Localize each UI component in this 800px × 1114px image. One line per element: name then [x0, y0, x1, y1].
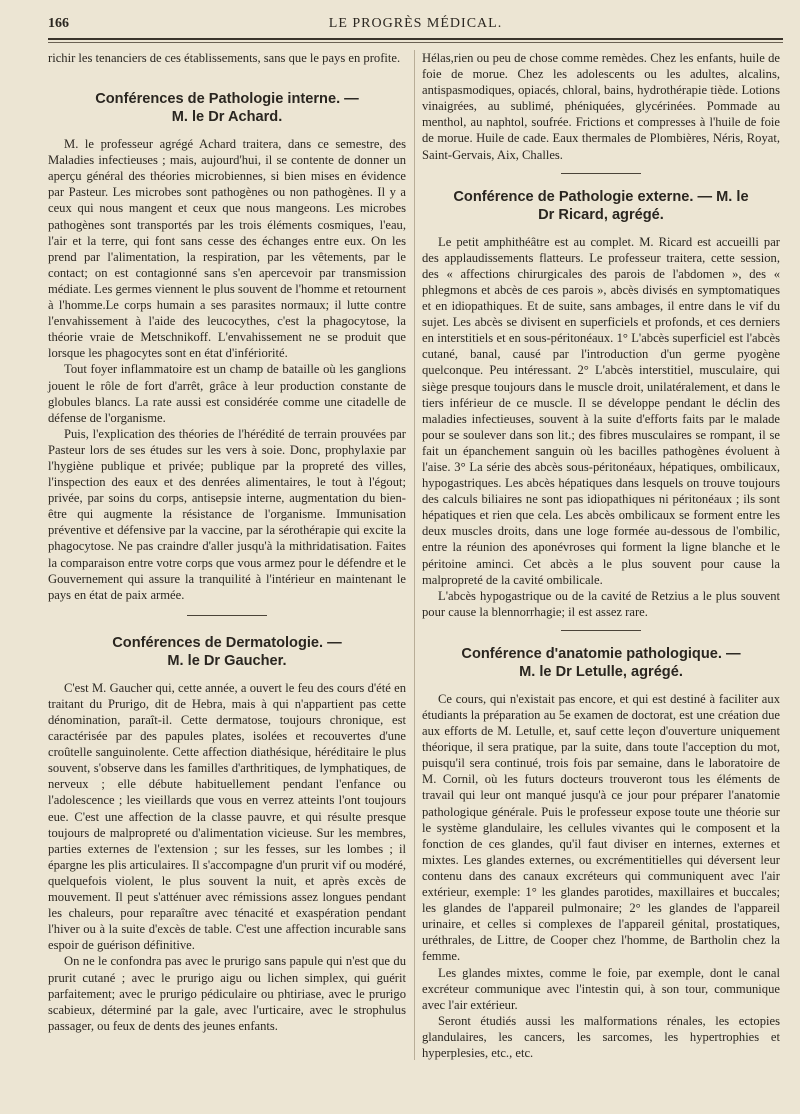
section-dermatologie — [48, 634, 406, 1034]
paragraph: Puis, l'explication des théories de l'hérédité de terrain prouvées par Pasteur lors de ses études sur les vers à soie. Donc, prophylaxie par l'hygiène publique et privée; publique par la propreté des villes, l'inspection des eaux et des denrées alimentaires, le tout à l'égout; privée, par soins du corps, antisepsie interne, augmentation du bien-être qui augmente la résistance de l'organisme. Immunisation préventive et défensive par la vaccine, par la sérothérapie qui excite la phagocytose. Ne pas craindre d'aller jusqu'à la mithridatisation. Faites la comparaison entre votre corps que vous armez pour le défendre et le Gouvernement qui assure la tranquilité à l'intérieur en maintenant le pays en état de paix armée. — [48, 426, 406, 602]
paragraph: M. le professeur agrégé Achard traitera, dans ce semestre, des Maladies infectieuses ; mais, aujourd'hui, il se contente de donner un aperçu général des théories microbiennes, si bien mises en évidence par Pasteur. Les microbes sont pathogènes ou non pathogènes. Il y a ceux qui nous mangent et ceux que nous mangeons. Les microbes pathogènes sont transportés par les trois éléments cosmiques, l'eau, l'air et la terre, qui font sans cesse des échanges entre eux. On les prend par l'alimentation, la respiration, par les vêtements, par le contact; on est contagionné sans s'en apercevoir par transmission médiate. Les germes viennent le plus souvent de l'homme et retournent à l'homme.Le corps humain a ses parasites normaux; il lutte contre l'envahissement à l'aide des leucocythes, c'est la phagocytose, la théorie vraie de Metschnikoff. L'envahissement ne se produit que lorsque les phagocytes sont en état d'infériorité. — [48, 137, 406, 361]
section-title — [422, 188, 780, 224]
paragraph: Les glandes mixtes, comme le foie, par exemple, dont le canal excréteur communique avec l'intestin qui, à son tour, communique avec l'air extérieur. — [422, 965, 780, 1012]
section-separator — [561, 630, 641, 631]
section-title — [422, 645, 780, 681]
journal-title: LE PROGRÈS MÉDICAL. — [328, 16, 503, 31]
page-number: 166 — [48, 16, 69, 31]
section-pathologie-interne — [48, 90, 406, 603]
paragraph: Le petit amphithéâtre est au complet. M. Ricard est accueilli par des applaudissements flatteurs. Le professeur traitera, cette session, des « affections chirurgicales des parois de l'abdomen », des « phlegmons et abcès de ces parois », abcès divisés en symptomatiques et en idiopathiques. Et de suite, sans ambages, il entre dans le vif du sujet. Les abcès se divisent en superficiels et profonds, et ces derniers en interstitiels et en sous-péritonéaux. 1° L'abcès superficiel est l'abcès cutané, banal, causé par l'introduction d'un germe pyogène quelconque. Peu intéressant. 2° L'abcès interstitiel, musculaire, qui siège presque toujours dans le muscle droit, unilatéralement, et dans le tiers inférieur de ce muscle. Il se développe pendant le déclin des maladies infectieuses, souvent à la suite d'efforts faits par le malade pour se soulever dans son lit.; des fibres musculaires se rompant, il se fait un épanchement sanguin où les bacilles pathogènes évoluent à l'aise. 3° La série des abcès sous-péritonéaux, hépatiques, ombilicaux, hypogastriques. Les abcès hépatiques dans lesquels on trouve toujours des calculs biliaires ne sont pas idiopathiques ni péritonéaux ; ils sont hépatiques et rien que cela. Les abcès ombilicaux se forment entre les deux muscles droits, dans une loge formée au-dessous de l'ombilic, entre la réunion des aponévroses qui forment la ligne blanche et le péritoine aminci. Cet abcès a le plus souvent pour cause la malpropreté de la cavité ombilicale. — [422, 234, 780, 587]
paragraph: Seront étudiés aussi les malformations rénales, les ectopies glandulaires, les cancers, les sarcomes, les hypertrophies et hyperplesies, etc., etc. — [422, 1013, 780, 1060]
paragraph: On ne le confondra pas avec le prurigo sans papule qui n'est que du prurit cutané ; avec le prurigo aigu ou lichen simplex, qui guérit parfaitement; avec le prurigo pédiculaire ou phtiriase, avec le prurigo scabieux, déterminé par la gale, avec l'urticaire, avec le strophulus passager, ou feux de dents des jeunes enfants. — [48, 954, 406, 1033]
section-title-line1: Conférences de Pathologie interne. — — [95, 91, 359, 108]
section-title-line2: M. le Dr Letulle, agrégé. — [519, 663, 683, 680]
section-title-line2: Dr Ricard, agrégé. — [538, 206, 664, 223]
section-title-line1: Conférence de Pathologie externe. — M. le — [453, 188, 749, 205]
section-title-line1: Conférence d'anatomie pathologique. — — [461, 645, 741, 662]
header-rule — [48, 38, 783, 40]
continued-paragraph: Hélas,rien ou peu de chose comme remèdes. Chez les enfants, huile de foie de morue. Chez les adolescents ou les adultes, alcalins, antispasmodiques, opiacés, chloral, bains, hydrothérapie tiède. Lotions vinaigrées, au sublimé, phéniquées, glycérinées. Pommade au menthol, au naphtol, soufrée. Frictions et compresses à l'huile de foie de morue. Huile de cade. Eaux thermales de Plombières, Néris, Royat, Saint-Gervais, Aix, Challes. — [422, 51, 780, 162]
paragraph: L'abcès hypogastrique ou de la cavité de Retzius a le plus souvent pour cause la blennorrhagie; il est assez rare. — [422, 588, 780, 619]
page-header — [48, 14, 783, 36]
right-column — [422, 50, 780, 1061]
column-divider — [414, 50, 415, 1060]
left-column — [48, 50, 406, 1034]
paragraph: C'est M. Gaucher qui, cette année, a ouvert le feu des cours d'été en traitant du Prurigo, dit de Hebra, mais à qui n'appartient pas cette dénomination, paraît-il. Cette dermatose, toujours chronique, est caractérisée par des papules plates, isolées et recouvertes d'une croûtelle sanguinolente. Cette affection diathésique, héréditaire le plus souvent, s'observe dans les familles d'arthritiques, de lymphatiques, de nerveux ; elle débute habituellement pendant l'enfance ou l'adolescence ; les vieillards que vous en verrez atteints l'ont toujours eue. C'est une affection de la classe pauvre, et qui résulte presque toujours de malpropreté ou d'alimentation vicieuse. Sur les membres, parties externes de l'extension ; sur les fesses, sur les lombes ; il épargne les plis articulaires. Il s'accompagne d'un prurit vif ou modéré, quelquefois violent, le plus souvent la nuit, et après excès de mouvement. Il peut s'atténuer avec rémissions assez longues pendant les chaleurs, pour reparaître avec ténacité et exaspération pendant l'hiver ou à la suite d'excès de table. C'est une affection incurable sans espoir de guérison définitive. — [48, 680, 406, 953]
section-title — [48, 90, 406, 126]
section-title-line2: M. le Dr Achard. — [171, 109, 283, 126]
section-title-line1: Conférences de Dermatologie. — — [112, 634, 342, 651]
section-pathologie-externe — [422, 188, 780, 620]
header-rule-thin — [48, 42, 783, 43]
section-anatomie-pathologique — [422, 645, 780, 1061]
section-title-line2: M. le Dr Gaucher. — [167, 652, 287, 669]
paragraph: Ce cours, qui n'existait pas encore, et qui est destiné à faciliter aux étudiants la préparation au 5e examen de doctorat, est une création due aux efforts de M. Letulle, et, sauf cette leçon d'ouverture uniquement théorique, il sera pratique, par la suite, dans toute l'acception du mot, puisqu'il sera continué, trois fois par semaine, dans le laboratoire de M. Cornil, où les futurs docteurs trouveront tous les éléments de travail qui leur ont manqué jusqu'à ce jour pour préparer l'anatomie pathologique générale. Puis le professeur expose toute une théorie sur le système glandulaire, les cellules vivantes qui le composent et la fonction de ces glandes, qu'il faut diviser en internes, externes et mixtes. Les glandes externes, ou excrémentitielles qui déversent leur contenu dans des canaux excréteurs qui communiquent avec l'air extérieur, exemple: 1° les glandes parotides, maxillaires et buccales; les glandes de l'appareil pulmonaire; 2° les glandes de l'appareil urinaire, et celles si complexes de l'appareil génital, prostatiques, uréthrales, de Littre, de Cooper chez l'homme, de Bartholin chez la femme. — [422, 691, 780, 964]
section-separator — [187, 615, 267, 616]
section-title — [48, 634, 406, 670]
section-separator — [561, 173, 641, 174]
paragraph: Tout foyer inflammatoire est un champ de bataille où les ganglions jouent le rôle de fort d'arrêt, grâce à leur production constante de globules blancs. La rate aussi est considérée comme une citadelle de défense de l'organisme. — [48, 362, 406, 425]
continued-paragraph: richir les tenanciers de ces établissements, sans que le pays en profite. — [48, 51, 401, 65]
